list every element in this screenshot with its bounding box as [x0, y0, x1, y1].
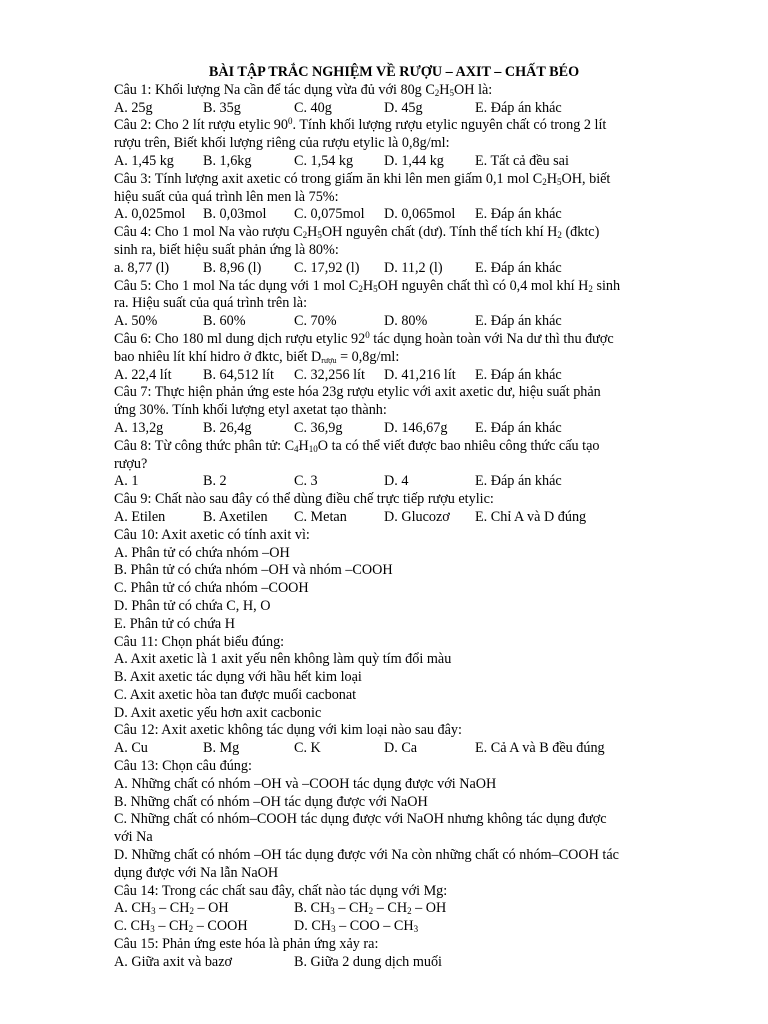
question-9-options [114, 509, 654, 527]
q1-option-e: E. Đáp án khác [475, 99, 562, 116]
q6-text-b: tác dụng hoàn toàn với Na dư thì thu được [369, 330, 614, 347]
question-3-text-line2: hiệu suất của quá trình lên men là 75%: [114, 188, 339, 205]
question-13 [114, 758, 654, 883]
question-7 [114, 384, 654, 437]
q4-option-a: a. 8,77 (l) [114, 259, 170, 276]
q14-a-post: – OH [193, 900, 229, 917]
q10-option-e: E. Phân tử có chứa H [114, 615, 235, 632]
q2-text-a: Câu 2: Cho 2 lít rượu etylic 90 [114, 117, 288, 134]
q14-c-post: – COOH [193, 918, 248, 935]
q9-option-e: E. Chỉ A và D đúng [475, 508, 587, 525]
q4-mid1: H [307, 224, 318, 241]
question-11-text: Câu 11: Chọn phát biểu đúng: [114, 633, 285, 650]
q8-sub2: 10 [308, 443, 318, 454]
q4-sub3: 2 [557, 230, 562, 241]
q10-option-d: D. Phân tử có chứa C, H, O [114, 597, 271, 614]
q11-option-a: A. Axit axetic là 1 axit yếu nên không làm quỳ tím đổi màu [114, 651, 452, 668]
q11-option-d: D. Axit axetic yếu hơn axit cacbonic [114, 704, 322, 721]
q13-option-b: B. Những chất có nhóm –OH tác dụng được với NaOH [114, 793, 428, 810]
q7-option-a: A. 13,2g [114, 419, 164, 436]
q14-d-s1: 3 [331, 924, 336, 935]
q1-option-c: C. 40g [294, 99, 332, 116]
q5-option-c: C. 70% [294, 313, 337, 330]
question-9-text: Câu 9: Chất nào sau đây có thể dùng điều chế trực tiếp rượu etylic: [114, 491, 494, 508]
question-8-options [114, 473, 654, 491]
q14-b-pre: B. CH [294, 900, 331, 917]
question-7-options [114, 420, 654, 438]
q5-text-c: sinh [592, 277, 621, 294]
question-5 [114, 278, 654, 331]
q8-sub1: 4 [294, 443, 299, 454]
question-8-text-line2: rượu? [114, 455, 148, 472]
q5-option-e: E. Đáp án khác [475, 313, 562, 330]
q8-option-e: E. Đáp án khác [475, 473, 562, 490]
q8-option-d: D. 4 [384, 473, 409, 490]
question-14-options-cd [114, 918, 654, 936]
question-12-text: Câu 12: Axit axetic không tác dụng với kim loại nào sau đây: [114, 722, 462, 739]
q12-option-e: E. Cả A và B đều đúng [475, 740, 605, 757]
q14-a-pre: A. CH [114, 900, 152, 917]
q14-c-s1: 3 [150, 924, 155, 935]
q2-option-a: A. 1,45 kg [114, 152, 174, 169]
q12-option-a: A. Cu [114, 740, 148, 757]
document-content [114, 64, 654, 972]
q8-mid1: H [298, 437, 309, 454]
q15-option-b: B. Giữa 2 dung dịch muối [294, 953, 442, 970]
q9-option-d: D. Glucozơ [384, 508, 450, 525]
q5-option-b: B. 60% [203, 313, 246, 330]
question-4-text [114, 224, 654, 242]
question-6-text [114, 331, 654, 349]
q3-mid1: H [546, 170, 558, 187]
q6-option-e: E. Đáp án khác [475, 366, 562, 383]
q13-option-c: C. Những chất có nhóm–COOH tác dụng được với NaOH nhưng không tác dụng được [114, 811, 607, 828]
q10-option-b: B. Phân tử có chứa nhóm –OH và nhóm –COOH [114, 562, 393, 579]
question-6-options [114, 367, 654, 385]
q10-option-c: C. Phân tử có chứa nhóm –COOH [114, 580, 309, 597]
q7-option-d: D. 146,67g [384, 419, 448, 436]
q1-option-b: B. 35g [203, 99, 241, 116]
q14-b-mid: – CH [334, 900, 369, 917]
q6-option-b: B. 64,512 lít [203, 366, 274, 383]
question-14-text: Câu 14: Trong các chất sau đây, chất nào tác dụng với Mg: [114, 882, 448, 899]
q1-text-b: OH là: [454, 81, 493, 98]
q8-option-b: B. 2 [203, 473, 227, 490]
q1-mid1: H [439, 81, 450, 98]
q6-option-c: C. 32,256 lít [294, 366, 365, 383]
q14-a-s1: 3 [151, 906, 156, 917]
q3-sub1: 2 [542, 176, 547, 187]
question-6-text-line2 [114, 349, 654, 367]
q1-sub2: 5 [449, 87, 455, 98]
q14-c-mid: – CH [154, 918, 189, 935]
q2-option-b: B. 1,6kg [203, 152, 252, 169]
q4-text-a: Câu 4: Cho 1 mol Na vào rượu C [114, 224, 303, 241]
q5-option-a: A. 50% [114, 313, 158, 330]
q14-option-a [114, 900, 294, 918]
q14-b-s1: 3 [330, 906, 335, 917]
q6-text-a: Câu 6: Cho 180 ml dung dịch rượu etylic 92 [114, 330, 366, 347]
question-6 [114, 331, 654, 384]
q3-option-b: B. 0,03mol [203, 206, 267, 223]
question-14-options-ab [114, 900, 654, 918]
question-3-text [114, 171, 654, 189]
q4-sub2: 5 [317, 230, 322, 241]
question-10 [114, 527, 654, 634]
question-7-text-line2: ứng 30%. Tính khối lượng etyl axetat tạo thành: [114, 402, 387, 419]
q13-option-a: A. Những chất có nhóm –OH và –COOH tác dụng được với NaOH [114, 775, 497, 792]
q3-option-c: C. 0,075mol [294, 206, 365, 223]
question-12 [114, 722, 654, 758]
question-4 [114, 224, 654, 277]
question-1-options [114, 100, 654, 118]
question-8-text [114, 438, 654, 456]
q14-b-post: – OH [411, 900, 447, 917]
question-5-text-line2: ra. Hiệu suất của quá trình trên là: [114, 295, 308, 312]
q2-option-d: D. 1,44 kg [384, 152, 444, 169]
q12-option-b: B. Mg [203, 740, 240, 757]
q14-c-s2: 2 [188, 924, 194, 935]
q4-text-c: (đktc) [561, 224, 600, 241]
q1-sub1: 2 [434, 87, 440, 98]
q2-sup: 0 [288, 116, 293, 127]
q1-option-d: D. 45g [384, 99, 423, 116]
q6-option-d: D. 41,216 lít [384, 366, 456, 383]
question-12-options [114, 740, 654, 758]
q14-d-s2: 3 [413, 924, 419, 935]
q1-text-a: Câu 1: Khối lượng Na cần để tác dụng vừa đủ với 80g C [114, 81, 435, 98]
q14-option-b [294, 900, 446, 918]
q3-option-d: D. 0,065mol [384, 206, 456, 223]
question-15-options [114, 954, 654, 972]
question-7-text: Câu 7: Thực hiện phản ứng este hóa 23g rượu etylic với axit axetic dư, hiệu suất phản [114, 384, 601, 401]
question-8 [114, 438, 654, 491]
question-1 [114, 82, 654, 118]
q4-sub1: 2 [302, 230, 308, 241]
q12-option-c: C. K [294, 740, 321, 757]
q7-option-b: B. 26,4g [203, 419, 252, 436]
q14-a-s2: 2 [189, 906, 194, 917]
question-15 [114, 936, 654, 972]
q4-option-b: B. 8,96 (l) [203, 259, 262, 276]
question-2-text [114, 117, 654, 135]
q10-option-a: A. Phân tử có chứa nhóm –OH [114, 544, 290, 561]
q6-line2-a: bao nhiêu lít khí hidro ở đktc, biết D [114, 348, 322, 365]
q8-option-c: C. 3 [294, 473, 318, 490]
q1-option-a: A. 25g [114, 99, 153, 116]
question-5-text [114, 278, 654, 296]
q14-d-mid: – COO – CH [335, 918, 414, 935]
q4-option-e: E. Đáp án khác [475, 259, 562, 276]
question-2-options [114, 153, 654, 171]
q8-text-b: O ta có thể viết được bao nhiêu công thức cấu tạo [317, 437, 600, 454]
q2-option-e: E. Tất cả đều sai [475, 152, 569, 169]
q3-option-e: E. Đáp án khác [475, 206, 562, 223]
q7-option-e: E. Đáp án khác [475, 419, 562, 436]
q6-option-a: A. 22,4 lít [114, 366, 172, 383]
question-3-options [114, 206, 654, 224]
question-1-text [114, 82, 654, 100]
question-4-options [114, 260, 654, 278]
q2-text-b: . Tính khối lượng rượu etylic nguyên chất có trong 2 lít [292, 117, 607, 134]
q9-option-b: B. Axetilen [203, 508, 268, 525]
q13-option-d-cont: dụng được với Na lẫn NaOH [114, 864, 279, 881]
question-3 [114, 171, 654, 224]
question-9 [114, 491, 654, 527]
q11-option-c: C. Axit axetic hòa tan được muối cacbonat [114, 686, 357, 703]
q4-option-d: D. 11,2 (l) [384, 259, 443, 276]
q5-text-a: Câu 5: Cho 1 mol Na tác dụng với 1 mol C [114, 277, 359, 294]
q5-sub2: 5 [373, 283, 378, 294]
q14-a-mid: – CH [155, 900, 190, 917]
q8-option-a: A. 1 [114, 473, 139, 490]
q5-sub3: 2 [588, 283, 593, 294]
q2-option-c: C. 1,54 kg [294, 152, 354, 169]
q7-option-c: C. 36,9g [294, 419, 343, 436]
q3-sub2: 5 [557, 176, 562, 187]
question-11 [114, 634, 654, 723]
q3-option-a: A. 0,025mol [114, 206, 186, 223]
q6-line2-b: = 0,8g/ml: [336, 348, 400, 365]
question-10-text: Câu 10: Axit axetic có tính axit vì: [114, 526, 310, 543]
question-4-text-line2: sinh ra, biết hiệu suất phản ứng là 80%: [114, 241, 339, 258]
question-13-text: Câu 13: Chọn câu đúng: [114, 758, 252, 775]
q14-option-d [294, 918, 418, 936]
question-5-options [114, 313, 654, 331]
q6-sup: 0 [365, 329, 370, 340]
q3-text-b: OH, biết [561, 170, 611, 187]
q5-mid1: H [362, 277, 374, 294]
q9-option-c: C. Metan [294, 508, 347, 525]
q5-option-d: D. 80% [384, 313, 428, 330]
q5-sub1: 2 [358, 283, 363, 294]
q4-text-b: OH nguyên chất (dư). Tính thể tích khí H [321, 224, 558, 241]
q14-d-pre: D. CH [294, 918, 332, 935]
q15-option-a: A. Giữa axit và bazơ [114, 953, 233, 970]
q14-b-s3: 2 [407, 906, 412, 917]
q3-text-a: Câu 3: Tính lượng axit axetic có trong giấm ăn khi lên men giấm 0,1 mol C [114, 170, 543, 187]
q14-c-pre: C. CH [114, 918, 151, 935]
question-14 [114, 883, 654, 936]
q13-option-c-cont: với Na [114, 829, 153, 846]
question-15-text: Câu 15: Phản ứng este hóa là phản ứng xảy ra: [114, 936, 379, 953]
q14-b-mid2: – CH [373, 900, 408, 917]
q4-option-c: C. 17,92 (l) [294, 259, 360, 276]
q11-option-b: B. Axit axetic tác dụng với hầu hết kim loại [114, 669, 362, 686]
q8-text-a: Câu 8: Từ công thức phân tử: C [114, 437, 295, 454]
q6-line2-sub: rượu [321, 355, 337, 365]
question-2 [114, 117, 654, 170]
q5-text-b: OH nguyên chất thì có 0,4 mol khí H [377, 277, 589, 294]
q12-option-d: D. Ca [384, 740, 418, 757]
question-2-text-line2: rượu trên, Biết khối lượng riêng của rượu etylic là 0,8g/ml: [114, 135, 450, 152]
q9-option-a: A. Etilen [114, 508, 166, 525]
q13-option-d: D. Những chất có nhóm –OH tác dụng được với Na còn những chất có nhóm–COOH tác [114, 847, 619, 864]
q14-option-c [114, 918, 294, 936]
q14-b-s2: 2 [368, 906, 374, 917]
page-title: BÀI TẬP TRẮC NGHIỆM VỀ RƯỢU – AXIT – CHẤT BÉO [208, 64, 580, 80]
